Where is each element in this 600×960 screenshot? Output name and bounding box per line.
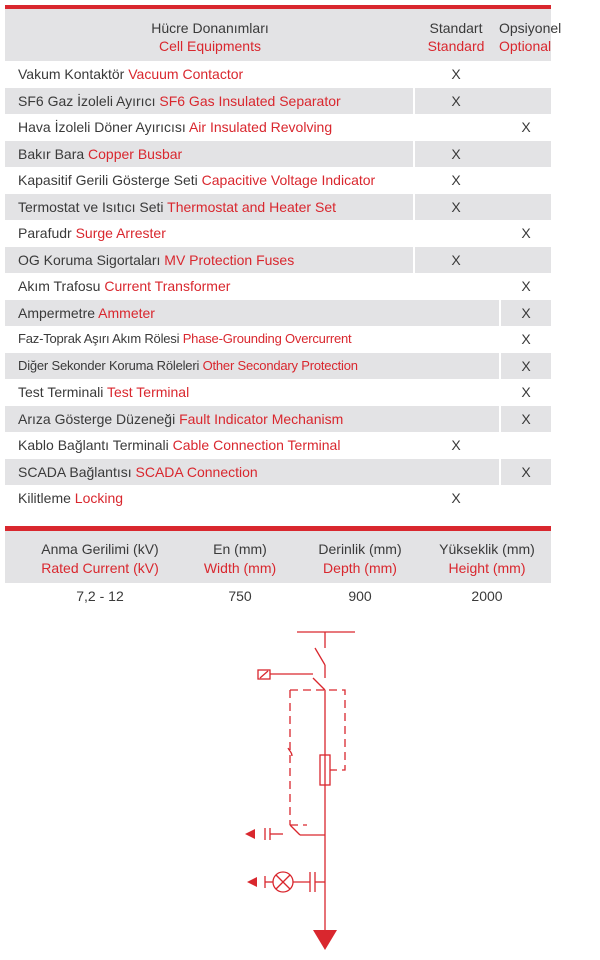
indicator-arrow-icon (247, 877, 257, 887)
table-row (5, 141, 551, 168)
width-header: En (mm) Width (mm) (203, 541, 277, 576)
optional-mark: X (521, 278, 531, 294)
equipment-name: Arıza Gösterge Düzeneği Fault Indicator Mechanism (18, 410, 344, 427)
disconnector-blade (315, 648, 325, 665)
table-row (5, 194, 551, 221)
rated-current-header: Anma Gerilimi (kV) Rated Current (kV) (41, 541, 159, 576)
standard-mark: X (415, 194, 497, 221)
optional-mark: X (521, 119, 531, 135)
equipment-name: SF6 Gaz İzoleli Ayırıcı SF6 Gas Insulated Separator (18, 92, 341, 109)
equipment-name: Kapasitif Gerili Gösterge Seti Capacitive Voltage Indicator (18, 172, 376, 188)
equipment-name: OG Koruma Sigortaları MV Protection Fuses (18, 251, 295, 268)
standard-mark: X (415, 141, 497, 168)
table-row (5, 432, 551, 459)
equipment-name: Hava İzoleli Döner Ayırıcısı Air Insulated Revolving (18, 119, 333, 135)
equipment-name: Termostat ve Isıtıcı Seti Thermostat and Heater Set (18, 198, 337, 215)
height-header: Yükseklik (mm) Height (mm) (439, 541, 535, 576)
standard-mark: X (415, 247, 497, 274)
earth-arrow-icon (245, 829, 255, 839)
equipment-name: Akım Trafosu Current Transformer (18, 278, 231, 294)
table-row (5, 406, 551, 433)
equipment-column-header: Hücre Donanımları Cell Equipments (151, 20, 269, 54)
rated-current-value: 7,2 - 12 (76, 588, 124, 604)
depth-value: 900 (348, 588, 372, 604)
equipment-name: SCADA Bağlantısı SCADA Connection (18, 463, 258, 480)
table-row (5, 485, 551, 512)
table-row (5, 300, 551, 327)
table-row (5, 273, 551, 300)
optional-mark: X (501, 406, 551, 433)
optional-mark: X (501, 300, 551, 327)
standard-mark: X (415, 88, 497, 115)
equipment-name: Ampermetre Ammeter (18, 304, 155, 321)
standard-mark: X (451, 172, 461, 188)
equipment-name: Vakum Kontaktör Vacuum Contactor (18, 66, 244, 82)
equipment-name: Faz-Toprak Aşırı Akım Rölesi Phase-Grounding Overcurrent (18, 331, 352, 346)
table-row (5, 326, 551, 353)
withdrawable-enclosure (290, 690, 345, 825)
equipment-name: Kilitleme Locking (18, 490, 124, 506)
dimensions-table-header (5, 531, 551, 583)
optional-mark: X (521, 331, 531, 347)
equipment-name: Test Terminali Test Terminal (18, 384, 190, 400)
coil-diagonal (260, 671, 268, 678)
equipment-table-body (5, 61, 551, 512)
table-row (5, 61, 551, 88)
single-line-diagram (235, 620, 375, 955)
optional-column-header: Opsiyonel Optional (499, 20, 562, 54)
equipment-name: Kablo Bağlantı Terminali Cable Connection Terminal (18, 437, 341, 453)
cable-outgoing-arrow-icon (313, 930, 337, 950)
equipment-table-header (5, 9, 562, 61)
table-row (5, 247, 551, 274)
contactor-blade (313, 678, 325, 690)
table-row (5, 88, 551, 115)
width-value: 750 (228, 588, 252, 604)
optional-mark: X (521, 225, 531, 241)
table-row (5, 379, 551, 406)
table-row (5, 353, 551, 380)
equipment-name: Parafudr Surge Arrester (18, 225, 166, 241)
dimensions-values-row (5, 584, 551, 608)
optional-mark: X (501, 353, 551, 380)
table-row (5, 167, 551, 194)
table-row (5, 459, 551, 486)
standard-column-header: Standart Standard (427, 20, 485, 54)
standard-mark: X (451, 66, 461, 82)
height-value: 2000 (471, 588, 503, 604)
depth-header: Derinlik (mm) Depth (mm) (318, 541, 402, 576)
optional-mark: X (501, 459, 551, 486)
table-row (5, 114, 551, 141)
standard-mark: X (451, 490, 461, 506)
table-row (5, 220, 551, 247)
standard-mark: X (451, 437, 461, 453)
equipment-name: Bakır Bara Copper Busbar (18, 145, 183, 162)
earth-switch-blade (290, 825, 300, 835)
equipment-name: Diğer Sekonder Koruma Röleleri Other Secondary Protection (18, 357, 358, 373)
optional-mark: X (521, 384, 531, 400)
